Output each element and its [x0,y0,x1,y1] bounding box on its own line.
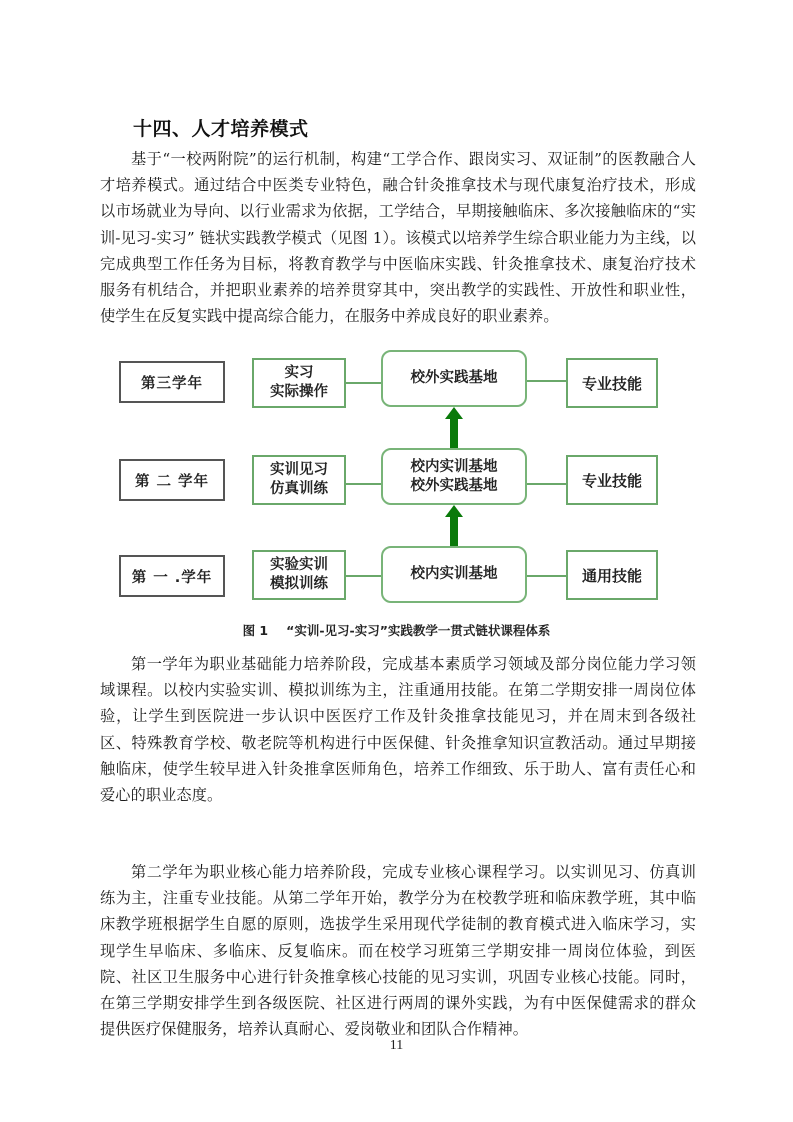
base-box-third: 校外实践基地 [381,350,527,407]
connector-activity-base-second [346,483,381,485]
figure-caption-number: 图 1 [242,623,269,638]
connector-activity-base-third [346,382,381,384]
up-arrow-icon [444,504,464,547]
connector-base-skill-first [527,575,566,577]
paragraph-first-year: 第一学年为职业基础能力培养阶段，完成基本素质学习领域及部分岗位能力学习领域课程。以校内实验实训、模拟训练为主，注重通用技能。在第二学期安排一周岗位体验，让学生到医院进一步认识中医医疗工作及针灸推拿技能见习，并在周末到各级社区、特殊教育学校、敬老院等机构进行中医保健、针灸推拿知识宣教活动。通过早期接触临床，使学生较早进入针灸推拿医师角色，培养工作细致、乐于助人、富有责任心和爱心的职业态度。 [100,655,696,805]
year-box-first: 第 一 .学年 [119,555,225,597]
activity-box-first: 实验实训 模拟训练 [252,550,346,600]
base-box-first: 校内实训基地 [381,546,527,603]
figure-caption-text: “实训-见习-实习”实践教学一贯式链状课程体系 [286,623,551,638]
activity-box-second: 实训见习 仿真训练 [252,455,346,505]
up-arrow-icon [444,406,464,449]
skill-box-first: 通用技能 [566,550,658,600]
connector-base-skill-second [527,483,566,485]
page-number: 11 [389,1038,404,1053]
figure-caption [0,621,793,639]
year-box-third: 第三学年 [119,361,225,403]
base-box-second: 校内实训基地 校外实践基地 [381,448,527,505]
skill-box-third: 专业技能 [566,358,658,408]
activity-box-third: 实习 实际操作 [252,358,346,408]
paragraph-second-year: 第二学年为职业核心能力培养阶段，完成专业核心课程学习。以实训见习、仿真训练为主，注重专业技能。从第二学年开始，教学分为在校教学班和临床教学班，其中临床教学班根据学生自愿的原则，选拔学生采用现代学徒制的教育模式进入临床学习，实现学生早临床、多临床、反复临床。而在校学习班第三学期安排一周岗位体验，到医院、社区卫生服务中心进行针灸推拿核心技能的见习实训，巩固专业核心技能。同时，在第三学期安排学生到各级医院、社区进行两周的课外实践，为有中医保健需求的群众提供医疗保健服务，培养认真耐心、爱岗敬业和团队合作精神。 [100,863,696,1039]
paragraph-intro: 基于“一校两附院”的运行机制，构建“工学合作、跟岗实习、双证制”的医教融合人才培养模式。通过结合中医类专业特色，融合针灸推拿技术与现代康复治疗技术，形成以市场就业为导向、以行业需求为依据，工学结合，早期接触临床、多次接触临床的“实训-见习-实习” 链状实践教学模式（见图 1）。该模式以培养学生综合职业能力为主线，以完成典型工作任务为目标，将教育教学与中医临床实践、针灸推拿技术、康复治疗技术服务有机结合，并把职业素养的培养贯穿其中，突出教学的实践性、开放性和职业性，使学生在反复实践中提高综合能力，在服务中养成良好的职业素养。 [100,150,696,326]
skill-box-second: 专业技能 [566,455,658,505]
section-heading: 十四、人才培养模式 [133,118,309,140]
year-box-second: 第 二 学年 [119,459,225,501]
connector-activity-base-first [346,575,381,577]
connector-base-skill-third [527,380,566,382]
